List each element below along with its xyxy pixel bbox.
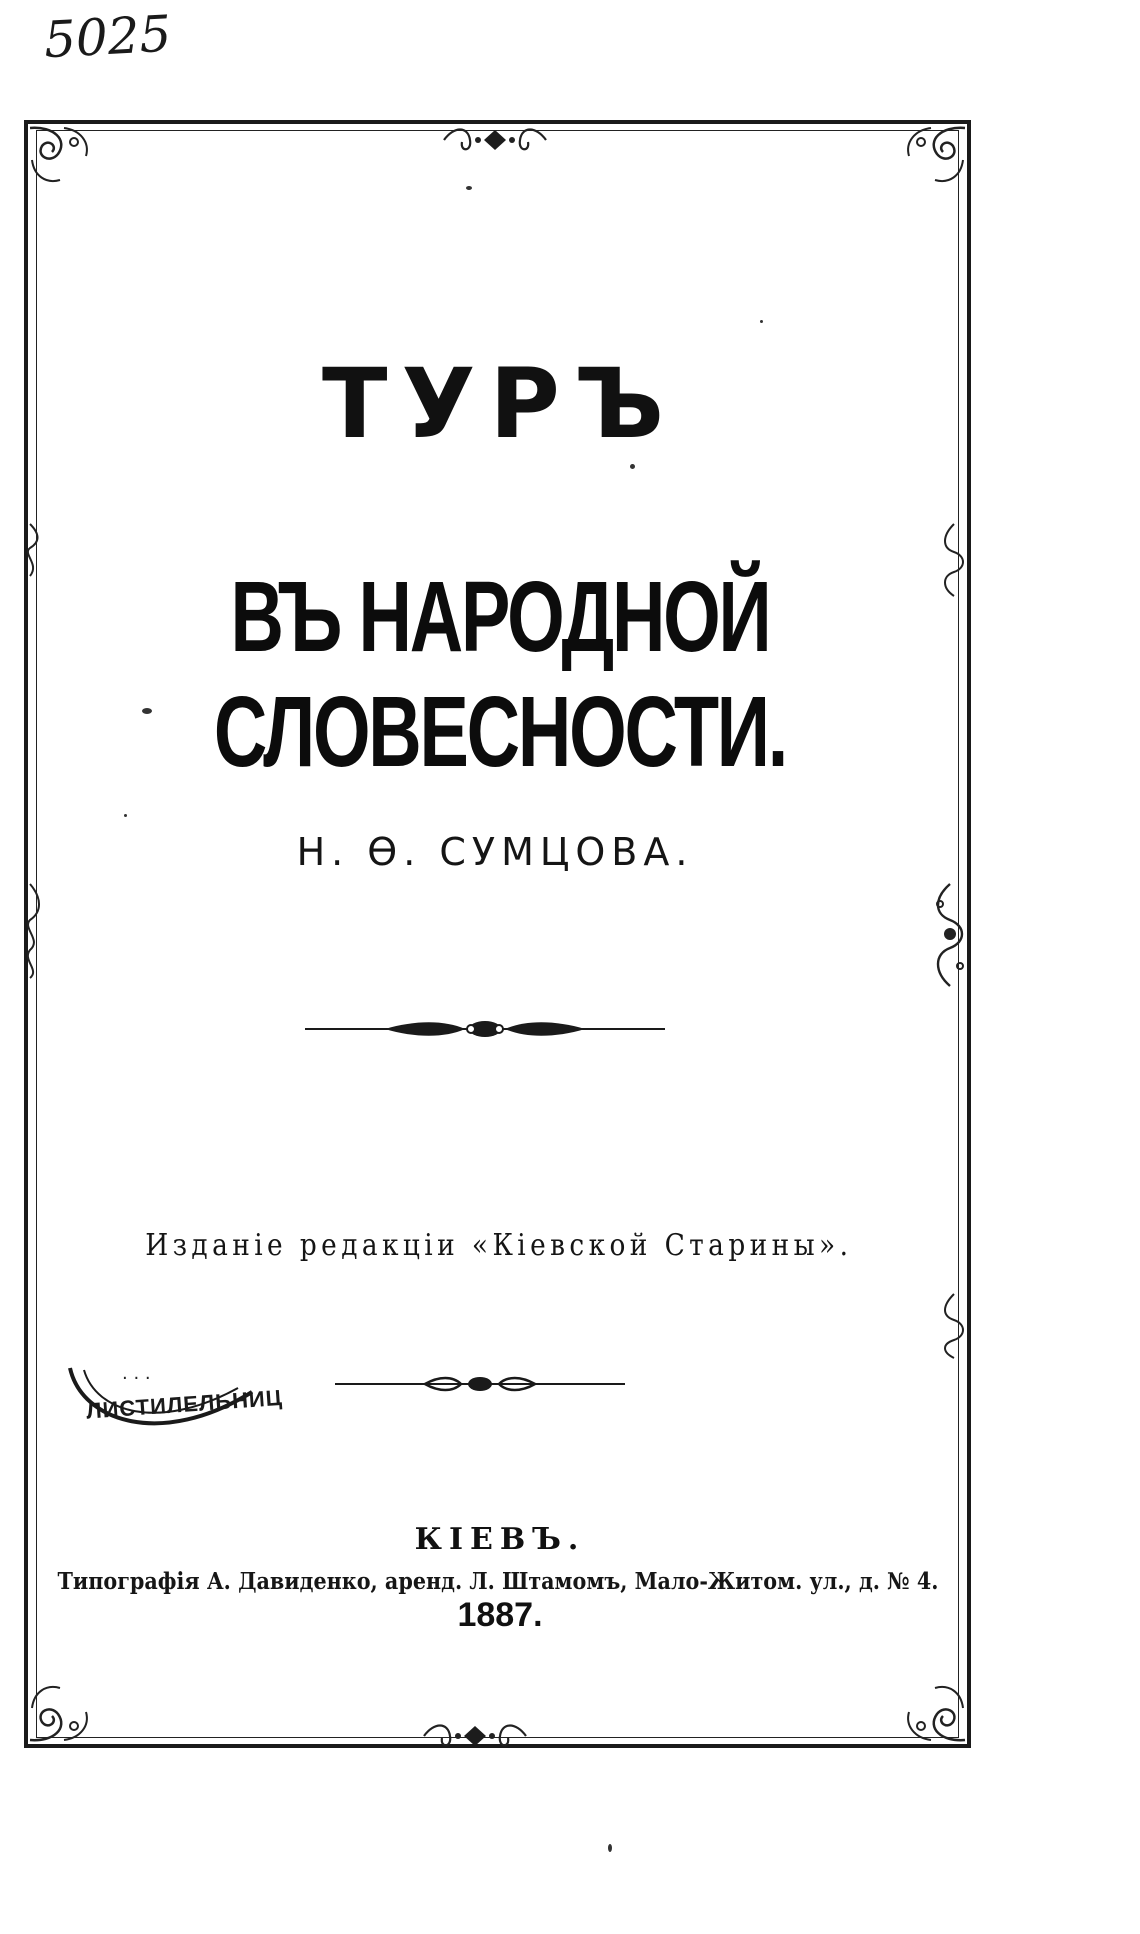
print-speck — [760, 320, 763, 323]
print-speck — [142, 708, 152, 714]
handwritten-catalog-number: 5025 — [42, 4, 173, 70]
imprint-year: 1887. — [457, 1596, 543, 1634]
print-speck — [466, 186, 472, 190]
top-center-ornament — [440, 122, 550, 158]
right-edge-ornament-upper — [940, 520, 968, 600]
left-edge-ornament-upper — [24, 520, 44, 580]
corner-ornament-bottom-right — [891, 1668, 971, 1748]
stamp-text: ЛИСТИЛЕЛЬНИЦ — [85, 1384, 284, 1424]
right-edge-ornament-middle — [928, 880, 972, 990]
title-line-2: ВЪ НАРОДНОЙ СЛОВЕСНОСТИ. — [213, 561, 787, 788]
right-edge-ornament-lower — [940, 1290, 968, 1360]
imprint-city: КІЕВЪ. — [414, 1522, 586, 1557]
bottom-center-ornament — [420, 1718, 530, 1754]
imprint-printer: Типографія А. Давиденко, аренд. Л. Штамомъ, Мало-Житом. ул., д. № 4. — [57, 1568, 939, 1595]
divider-ornament-1 — [305, 1016, 665, 1042]
left-edge-ornament-middle — [24, 880, 46, 980]
print-speck — [124, 814, 127, 817]
title-line-1: ТУРЪ — [321, 348, 679, 460]
corner-ornament-bottom-left — [24, 1668, 104, 1748]
print-speck — [608, 1844, 612, 1852]
corner-ornament-top-left — [24, 120, 104, 200]
svg-text:· · ·: · · · — [122, 1368, 151, 1389]
publisher-line: Изданіе редакціи «Кіевской Старины». — [145, 1228, 853, 1263]
print-speck — [630, 464, 635, 469]
author-name: Н. Ѳ. СУМЦОВА. — [296, 830, 694, 874]
corner-ornament-top-right — [891, 120, 971, 200]
divider-ornament-2 — [335, 1372, 625, 1396]
